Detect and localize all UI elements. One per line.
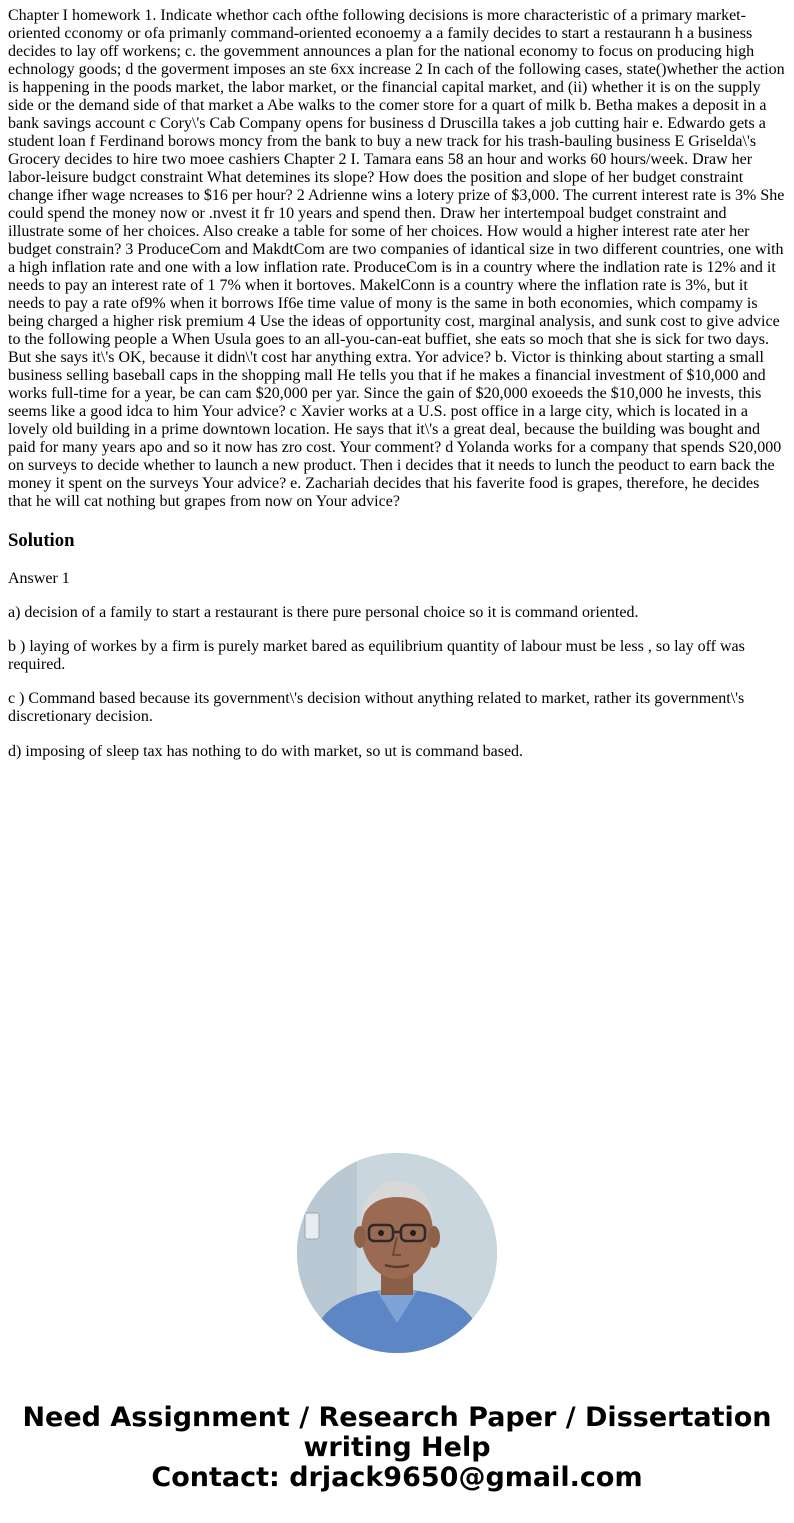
answer-paragraph-d: d) imposing of sleep tax has nothing to do with market, so ut is command based. — [8, 743, 524, 760]
answer-paragraph-b: b ) laying of workes by a firm is purely market bared as equilibrium quantity of labour must be less , so lay off was required. — [8, 638, 745, 673]
solution-heading: Solution — [8, 530, 75, 551]
promo-contact-line: Contact: drjack9650@gmail.com — [151, 1462, 643, 1493]
contact-banner — [0, 1403, 794, 1493]
promo-line-1: Need Assignment / Research Paper / Dissertation — [22, 1402, 772, 1433]
answer-paragraph-c: c ) Command based because its government\'s decision without anything related to market, rather its government\'s discretionary decision. — [8, 690, 745, 725]
promo-line-2: writing Help — [303, 1432, 491, 1463]
answer-label: Answer 1 — [8, 570, 70, 587]
question-text: Chapter I homework 1. Indicate whethor cach ofthe following decisions is more characteristic of a primary market-oriented cconomy or ofa primanly command-oriented econoemy a a family decides to start a restaurann h a business decides to lay off workens; c. the govemment announces a plan for the national economy to focus on producing high echnology goods; d the goverment imposes an ste 6xx increase 2 In cach of the following cases, state()whether the action is happening in the poods market, the labor market, or the financial capital market, and (ii) whether it is on the supply side or the demand side of that market a Abe walks to the comer store for a quart of milk b. Betha makes a deposit in a bank savings account c Cory\'s Cab Company opens for business d Druscilla takes a job cutting hair e. Edwardo gets a student loan f Ferdinand borows moncy from the bank to buy a new track for his trash-bauling business E Griselda\'s Grocery decides to hire two moee cashiers Chapter 2 I. Tamara eans 58 an hour and works 60 hours/week. Draw her labor-leisure budgct constraint What detemines its slope? How does the position and slope of her budget constraint change ifher wage ncreases to $16 per hour? 2 Adrienne wins a lotery prize of $3,000. The current interest rate is 3% She could spend the money now or .nvest it fr 10 years and spend then. Draw her intertempoal budget constraint and illustrate some of her choices. Also creake a table for some of her choices. How would a higher interest rate ater her budget constrain? 3 ProduceCom and MakdtCom are two companies of idantical size in two different countries, one with a high inflation rate and one with a low inflation rate. ProduceCom is in a country where the indlation rate is 12% and it needs to pay an interest rate of 1 7% when it bortoves. MakelConn is a country where the inflation rate is 3%, but it needs to pay a rate of9% when it borrows If6e time value of mony is the same in both economies, which compamy is being charged a higher risk premium 4 Use the ideas of opportunity cost, marginal analysis, and sunk cost to give advice to the following people a When Usula goes to an all-you-can-eat buffiet, she eats so moch that she is sick for two days. But she says it\'s OK, because it didn\'t cost har anything extra. Yor advice? b. Victor is thinking about starting a small business selling baseball caps in the shopping mall He tells you that if he makes a financial investment of $10,000 and works full-time for a year, be can cam $20,000 per yar. Since the gain of $20,000 exoeeds the $10,000 he invests, this seems like a good idca to him Your advice? c Xavier works at a U.S. post office in a large city, which is located in a lovely old building in a prime downtown location. He says that it\'s a great deal, because the building was bought and paid for many years apo and so it now has zro cost. Your comment? d Yolanda works for a company that spends S20,000 on surveys to decide whether to launch a new product. Then i decides that it needs to lunch the peoduct to earn back the money it spent on the surveys Your advice? e. Zachariah decides that his faverite food is grapes, therefore, he decides that he will cat nothing but grapes from now on Your advice? — [8, 7, 785, 510]
answer-paragraph-a: a) decision of a family to start a restaurant is there pure personal choice so it is command oriented. — [8, 604, 639, 621]
avatar-portrait-image — [297, 1153, 497, 1353]
author-avatar — [297, 1153, 497, 1353]
